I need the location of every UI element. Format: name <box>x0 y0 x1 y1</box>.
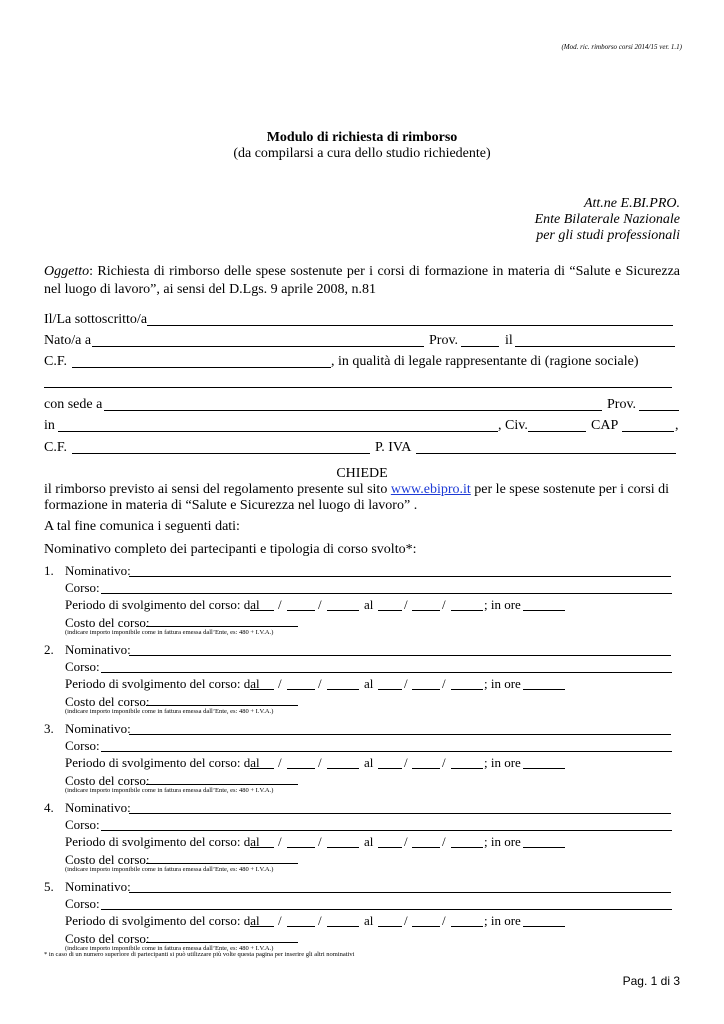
al-slash-1: / <box>404 755 408 770</box>
sede-prov-label: Prov. <box>607 397 637 412</box>
cf-label: C.F. <box>44 354 68 369</box>
al-slash-2: / <box>442 676 446 691</box>
dal-month-field[interactable] <box>287 689 315 690</box>
al-year-field[interactable] <box>451 847 483 848</box>
costo-note: (indicare importo imponibile come in fattura emessa dall’Ente, es: 480 + I.V.A.) <box>65 708 274 715</box>
sede-field[interactable] <box>104 410 602 411</box>
corso-label: Corso: <box>65 896 100 911</box>
nato-field[interactable] <box>92 346 424 347</box>
address-in-label: in <box>44 418 55 433</box>
il-label: il <box>505 333 513 348</box>
ore-field[interactable] <box>523 768 565 769</box>
periodo-label: Periodo di svolgimento del corso: dal <box>65 913 260 928</box>
corso-field[interactable] <box>101 830 672 831</box>
nominativo-field[interactable] <box>129 734 671 735</box>
al-slash-2: / <box>442 597 446 612</box>
al-day-field[interactable] <box>378 689 402 690</box>
cap-field[interactable] <box>622 431 674 432</box>
recipient-line-1: Att.ne E.BI.PRO. <box>583 196 680 211</box>
participant-number: 1. <box>44 563 54 578</box>
participant-number: 3. <box>44 721 54 736</box>
dal-year-field[interactable] <box>327 610 359 611</box>
ore-field[interactable] <box>523 689 565 690</box>
chiede-line-2: formazione in materia di “Salute e Sicurezza nel luogo di lavoro” . <box>44 498 418 513</box>
sottoscritto-field[interactable] <box>147 325 673 326</box>
cf-field[interactable] <box>72 367 331 368</box>
costo-label: Costo del corso: <box>65 694 150 709</box>
dal-slash-2: / <box>318 676 322 691</box>
sottoscritto-label: Il/La sottoscritto/a <box>44 312 148 327</box>
costo-note: (indicare importo imponibile come in fattura emessa dall’Ente, es: 480 + I.V.A.) <box>65 945 274 952</box>
dal-slash-1: / <box>278 597 282 612</box>
corso-field[interactable] <box>101 593 672 594</box>
al-slash-2: / <box>442 755 446 770</box>
al-label: al <box>364 755 374 770</box>
dal-month-field[interactable] <box>287 768 315 769</box>
al-year-field[interactable] <box>451 610 483 611</box>
al-label: al <box>364 676 374 691</box>
dal-year-field[interactable] <box>327 689 359 690</box>
periodo-label: Periodo di svolgimento del corso: dal <box>65 676 260 691</box>
piva-field[interactable] <box>416 453 676 454</box>
al-day-field[interactable] <box>378 847 402 848</box>
civ-field[interactable] <box>528 431 586 432</box>
footnote: * in caso di un numero superiore di partecipanti si può utilizzare più volte questa pagina per inserire gli altri nominativi <box>44 951 355 958</box>
dal-month-field[interactable] <box>287 847 315 848</box>
dal-slash-2: / <box>318 755 322 770</box>
costo-note: (indicare importo imponibile come in fattura emessa dall’Ente, es: 480 + I.V.A.) <box>65 787 274 794</box>
corso-field[interactable] <box>101 909 672 910</box>
costo-field[interactable] <box>146 705 298 706</box>
nominativo-label: Nominativo: <box>65 721 131 736</box>
civ-label: , Civ. <box>498 418 528 433</box>
subject-paragraph <box>44 263 680 299</box>
dal-day-field[interactable] <box>250 768 274 769</box>
prov-field[interactable] <box>461 346 499 347</box>
nominativo-label: Nominativo: <box>65 879 131 894</box>
costo-label: Costo del corso: <box>65 931 150 946</box>
cap-comma: , <box>675 418 679 433</box>
periodo-label: Periodo di svolgimento del corso: dal <box>65 834 260 849</box>
nominativo-label: Nominativo: <box>65 563 131 578</box>
corso-field[interactable] <box>101 751 672 752</box>
recipient-line-3: per gli studi professionali <box>536 228 680 243</box>
chiede-text-after: per le spese sostenute per i corsi di <box>474 482 670 497</box>
address-field[interactable] <box>58 431 498 432</box>
al-label: al <box>364 913 374 928</box>
costo-field[interactable] <box>146 784 298 785</box>
costo-note: (indicare importo imponibile come in fattura emessa dall’Ente, es: 480 + I.V.A.) <box>65 866 274 873</box>
nominativo-label: Nominativo: <box>65 642 131 657</box>
dal-slash-2: / <box>318 913 322 928</box>
form-title: Modulo di richiesta di rimborso <box>266 130 458 145</box>
nato-label: Nato/a a <box>44 333 92 348</box>
page-number: Pag. 1 di 3 <box>622 974 680 988</box>
al-month-field[interactable] <box>412 847 440 848</box>
dal-slash-2: / <box>318 597 322 612</box>
subject-label: Oggetto <box>44 264 90 279</box>
costo-label: Costo del corso: <box>65 615 150 630</box>
ore-label: ; in ore <box>484 913 521 928</box>
al-day-field[interactable] <box>378 768 402 769</box>
chiede-line-1 <box>44 483 669 497</box>
comunica-text: A tal fine comunica i seguenti dati: <box>44 519 240 534</box>
al-slash-2: / <box>442 913 446 928</box>
ore-field[interactable] <box>523 926 565 927</box>
al-year-field[interactable] <box>451 689 483 690</box>
dal-day-field[interactable] <box>250 610 274 611</box>
dal-year-field[interactable] <box>327 926 359 927</box>
prov-label: Prov. <box>429 333 459 348</box>
dal-slash-1: / <box>278 834 282 849</box>
al-year-field[interactable] <box>451 768 483 769</box>
piva-label: P. IVA <box>375 440 412 455</box>
al-slash-1: / <box>404 676 408 691</box>
nominativo-label: Nominativo: <box>65 800 131 815</box>
dal-month-field[interactable] <box>287 926 315 927</box>
dal-slash-1: / <box>278 755 282 770</box>
dal-slash-1: / <box>278 913 282 928</box>
al-label: al <box>364 834 374 849</box>
ore-label: ; in ore <box>484 597 521 612</box>
dal-day-field[interactable] <box>250 926 274 927</box>
corso-label: Corso: <box>65 580 100 595</box>
dal-slash-2: / <box>318 834 322 849</box>
ore-field[interactable] <box>523 610 565 611</box>
recipient-line-2: Ente Bilaterale Nazionale <box>534 212 680 227</box>
costo-field[interactable] <box>146 626 298 627</box>
participant-number: 5. <box>44 879 54 894</box>
corso-label: Corso: <box>65 817 100 832</box>
nominativo-field[interactable] <box>129 655 671 656</box>
periodo-label: Periodo di svolgimento del corso: dal <box>65 597 260 612</box>
costo-label: Costo del corso: <box>65 773 150 788</box>
al-month-field[interactable] <box>412 768 440 769</box>
al-month-field[interactable] <box>412 926 440 927</box>
corso-label: Corso: <box>65 738 100 753</box>
nominativo-field[interactable] <box>129 576 671 577</box>
al-slash-1: / <box>404 597 408 612</box>
nominativo-field[interactable] <box>129 892 671 893</box>
al-day-field[interactable] <box>378 926 402 927</box>
ore-label: ; in ore <box>484 755 521 770</box>
costo-field[interactable] <box>146 942 298 943</box>
birthdate-field[interactable] <box>515 346 675 347</box>
ore-field[interactable] <box>523 847 565 848</box>
costo-field[interactable] <box>146 863 298 864</box>
form-subtitle: (da compilarsi a cura dello studio richiedente) <box>233 146 491 161</box>
company-cf-field[interactable] <box>72 453 370 454</box>
costo-note: (indicare importo imponibile come in fattura emessa dall’Ente, es: 480 + I.V.A.) <box>65 629 274 636</box>
ore-label: ; in ore <box>484 834 521 849</box>
participant-number: 4. <box>44 800 54 815</box>
form-version-label: (Mod. ric. rimborso corsi 2014/15 ver. 1.1) <box>561 43 682 51</box>
sede-prov-field[interactable] <box>639 410 679 411</box>
nominativo-field[interactable] <box>129 813 671 814</box>
ebipro-link[interactable]: www.ebipro.it <box>390 482 471 497</box>
cap-label: CAP <box>591 418 619 433</box>
sede-label: con sede a <box>44 397 103 412</box>
al-year-field[interactable] <box>451 926 483 927</box>
corso-field[interactable] <box>101 672 672 673</box>
dal-slash-1: / <box>278 676 282 691</box>
periodo-label: Periodo di svolgimento del corso: dal <box>65 755 260 770</box>
al-slash-1: / <box>404 834 408 849</box>
dal-day-field[interactable] <box>250 689 274 690</box>
dal-year-field[interactable] <box>327 847 359 848</box>
al-month-field[interactable] <box>412 689 440 690</box>
al-slash-1: / <box>404 913 408 928</box>
company-cf-label: C.F. <box>44 440 68 455</box>
nominativo-completo-text: Nominativo completo dei partecipanti e tipologia di corso svolto*: <box>44 542 417 557</box>
participant-number: 2. <box>44 642 54 657</box>
qualita-label: , in qualità di legale rappresentante di (ragione sociale) <box>331 354 639 369</box>
chiede-text-before: il rimborso previsto ai sensi del regolamento presente sul sito <box>44 482 388 497</box>
al-label: al <box>364 597 374 612</box>
chiede-heading: CHIEDE <box>336 466 388 481</box>
al-day-field[interactable] <box>378 610 402 611</box>
ore-label: ; in ore <box>484 676 521 691</box>
corso-label: Corso: <box>65 659 100 674</box>
al-slash-2: / <box>442 834 446 849</box>
dal-year-field[interactable] <box>327 768 359 769</box>
costo-label: Costo del corso: <box>65 852 150 867</box>
al-month-field[interactable] <box>412 610 440 611</box>
subject-text: : Richiesta di rimborso delle spese sostenute per i corsi di formazione in materia di “Salute e Sicurezza nel luogo di lavoro”, ai sensi del D.Lgs. 9 aprile 2008, n.81 <box>44 264 680 297</box>
ragione-sociale-field[interactable] <box>44 387 672 388</box>
dal-day-field[interactable] <box>250 847 274 848</box>
dal-month-field[interactable] <box>287 610 315 611</box>
